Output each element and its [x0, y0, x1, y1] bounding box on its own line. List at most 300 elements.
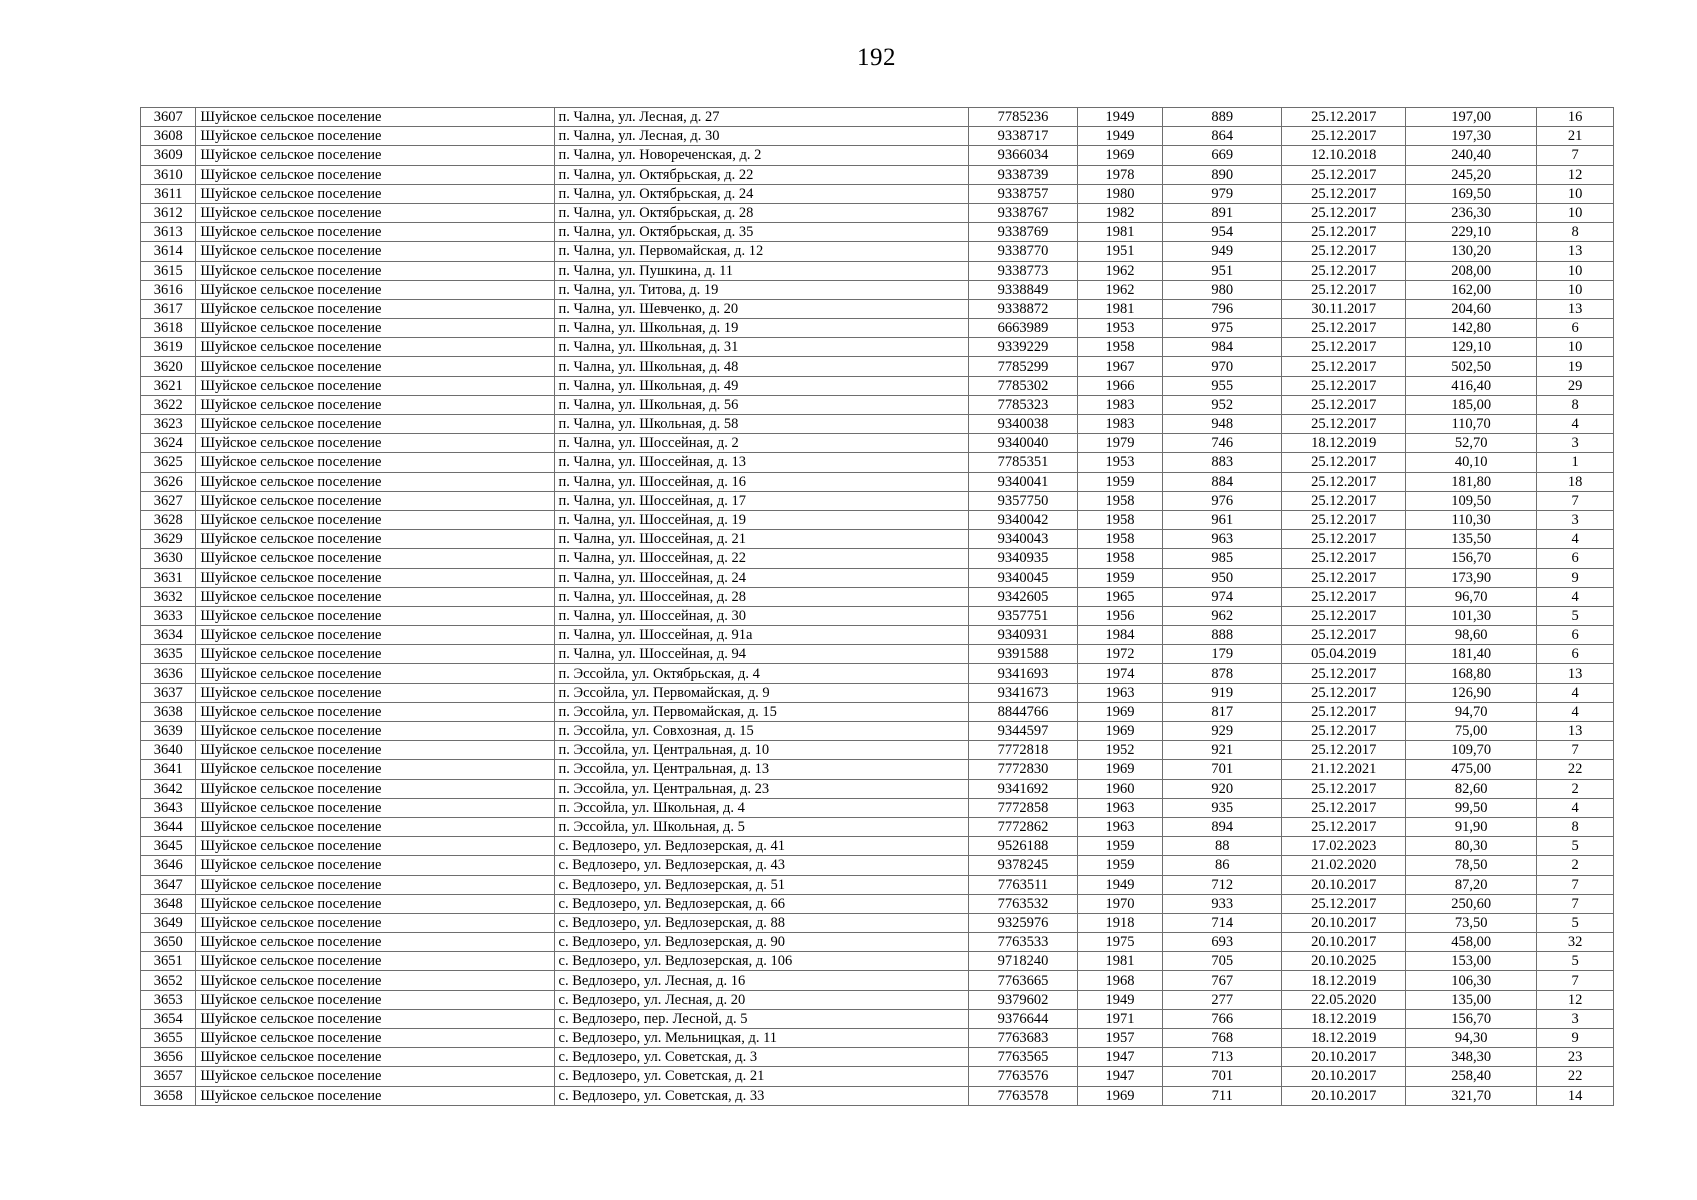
date-cell: 25.12.2017	[1282, 894, 1406, 913]
building-id-cell: 7763511	[969, 875, 1078, 894]
row-number: 3632	[141, 587, 196, 606]
building-id-cell: 9357751	[969, 606, 1078, 625]
row-number: 3658	[141, 1086, 196, 1105]
row-number: 3608	[141, 127, 196, 146]
code-cell: 976	[1163, 491, 1282, 510]
code-cell: 693	[1163, 933, 1282, 952]
building-id-cell: 7785302	[969, 376, 1078, 395]
date-cell: 25.12.2017	[1282, 722, 1406, 741]
area-cell: 250,60	[1406, 894, 1537, 913]
row-number: 3653	[141, 990, 196, 1009]
date-cell: 25.12.2017	[1282, 741, 1406, 760]
count-cell: 32	[1537, 933, 1614, 952]
building-id-cell: 9391588	[969, 645, 1078, 664]
date-cell: 20.10.2017	[1282, 1067, 1406, 1086]
date-cell: 18.12.2019	[1282, 1009, 1406, 1028]
settlement-cell: Шуйское сельское поселение	[196, 299, 554, 318]
building-id-cell: 7763576	[969, 1067, 1078, 1086]
count-cell: 22	[1537, 760, 1614, 779]
address-cell: п. Эссойла, ул. Совхозная, д. 15	[554, 722, 969, 741]
building-id-cell: 7763578	[969, 1086, 1078, 1105]
year-cell: 1956	[1077, 606, 1162, 625]
address-cell: п. Чална, ул. Школьная, д. 19	[554, 319, 969, 338]
building-id-cell: 9379602	[969, 990, 1078, 1009]
table-row	[141, 1048, 1614, 1067]
code-cell: 714	[1163, 913, 1282, 932]
count-cell: 4	[1537, 702, 1614, 721]
row-number: 3633	[141, 606, 196, 625]
settlement-cell: Шуйское сельское поселение	[196, 741, 554, 760]
building-id-cell: 7763565	[969, 1048, 1078, 1067]
area-cell: 78,50	[1406, 856, 1537, 875]
date-cell: 25.12.2017	[1282, 319, 1406, 338]
year-cell: 1969	[1077, 760, 1162, 779]
building-id-cell: 9338872	[969, 299, 1078, 318]
count-cell: 10	[1537, 280, 1614, 299]
address-cell: с. Ведлозеро, ул. Ведлозерская, д. 41	[554, 837, 969, 856]
area-cell: 168,80	[1406, 664, 1537, 683]
table-row	[141, 990, 1614, 1009]
table-row	[141, 261, 1614, 280]
area-cell: 96,70	[1406, 587, 1537, 606]
building-id-cell: 9340042	[969, 510, 1078, 529]
row-number: 3650	[141, 933, 196, 952]
settlement-cell: Шуйское сельское поселение	[196, 875, 554, 894]
count-cell: 12	[1537, 165, 1614, 184]
settlement-cell: Шуйское сельское поселение	[196, 261, 554, 280]
row-number: 3634	[141, 626, 196, 645]
count-cell: 18	[1537, 472, 1614, 491]
settlement-cell: Шуйское сельское поселение	[196, 952, 554, 971]
address-cell: с. Ведлозеро, ул. Ведлозерская, д. 88	[554, 913, 969, 932]
area-cell: 502,50	[1406, 357, 1537, 376]
address-cell: п. Чална, ул. Пушкина, д. 11	[554, 261, 969, 280]
settlement-cell: Шуйское сельское поселение	[196, 779, 554, 798]
table-row	[141, 108, 1614, 127]
date-cell: 25.12.2017	[1282, 587, 1406, 606]
settlement-cell: Шуйское сельское поселение	[196, 338, 554, 357]
row-number: 3644	[141, 817, 196, 836]
area-cell: 321,70	[1406, 1086, 1537, 1105]
settlement-cell: Шуйское сельское поселение	[196, 645, 554, 664]
code-cell: 888	[1163, 626, 1282, 645]
address-cell: п. Чална, ул. Октябрьская, д. 28	[554, 203, 969, 222]
row-number: 3651	[141, 952, 196, 971]
row-number: 3642	[141, 779, 196, 798]
count-cell: 7	[1537, 491, 1614, 510]
code-cell: 713	[1163, 1048, 1282, 1067]
address-cell: п. Эссойла, ул. Школьная, д. 5	[554, 817, 969, 836]
date-cell: 25.12.2017	[1282, 626, 1406, 645]
area-cell: 181,40	[1406, 645, 1537, 664]
row-number: 3652	[141, 971, 196, 990]
row-number: 3614	[141, 242, 196, 261]
settlement-cell: Шуйское сельское поселение	[196, 223, 554, 242]
year-cell: 1957	[1077, 1029, 1162, 1048]
year-cell: 1960	[1077, 779, 1162, 798]
building-id-cell: 9340040	[969, 434, 1078, 453]
row-number: 3631	[141, 568, 196, 587]
count-cell: 22	[1537, 1067, 1614, 1086]
count-cell: 3	[1537, 434, 1614, 453]
address-cell: п. Чална, ул. Шоссейная, д. 94	[554, 645, 969, 664]
address-cell: с. Ведлозеро, пер. Лесной, д. 5	[554, 1009, 969, 1028]
building-id-cell: 7763665	[969, 971, 1078, 990]
count-cell: 8	[1537, 395, 1614, 414]
date-cell: 20.10.2017	[1282, 913, 1406, 932]
count-cell: 23	[1537, 1048, 1614, 1067]
building-id-cell: 7763683	[969, 1029, 1078, 1048]
area-cell: 94,70	[1406, 702, 1537, 721]
table-row	[141, 779, 1614, 798]
area-cell: 99,50	[1406, 798, 1537, 817]
table-row	[141, 510, 1614, 529]
row-number: 3617	[141, 299, 196, 318]
code-cell: 705	[1163, 952, 1282, 971]
settlement-cell: Шуйское сельское поселение	[196, 453, 554, 472]
year-cell: 1949	[1077, 875, 1162, 894]
area-cell: 75,00	[1406, 722, 1537, 741]
settlement-cell: Шуйское сельское поселение	[196, 376, 554, 395]
count-cell: 7	[1537, 146, 1614, 165]
table-row	[141, 203, 1614, 222]
count-cell: 13	[1537, 242, 1614, 261]
area-cell: 197,00	[1406, 108, 1537, 127]
date-cell: 20.10.2017	[1282, 1086, 1406, 1105]
settlement-cell: Шуйское сельское поселение	[196, 203, 554, 222]
address-cell: п. Чална, ул. Шоссейная, д. 22	[554, 549, 969, 568]
address-cell: п. Чална, ул. Школьная, д. 58	[554, 415, 969, 434]
count-cell: 7	[1537, 894, 1614, 913]
code-cell: 746	[1163, 434, 1282, 453]
address-cell: п. Чална, ул. Шоссейная, д. 28	[554, 587, 969, 606]
row-number: 3647	[141, 875, 196, 894]
table-row	[141, 933, 1614, 952]
code-cell: 963	[1163, 530, 1282, 549]
area-cell: 156,70	[1406, 549, 1537, 568]
table-row	[141, 722, 1614, 741]
row-number: 3639	[141, 722, 196, 741]
row-number: 3657	[141, 1067, 196, 1086]
year-cell: 1963	[1077, 817, 1162, 836]
count-cell: 2	[1537, 779, 1614, 798]
code-cell: 952	[1163, 395, 1282, 414]
year-cell: 1958	[1077, 338, 1162, 357]
settlement-cell: Шуйское сельское поселение	[196, 702, 554, 721]
address-cell: с. Ведлозеро, ул. Ведлозерская, д. 43	[554, 856, 969, 875]
address-cell: п. Чална, ул. Шоссейная, д. 2	[554, 434, 969, 453]
row-number: 3646	[141, 856, 196, 875]
table-row	[141, 606, 1614, 625]
row-number: 3611	[141, 184, 196, 203]
building-id-cell: 9340045	[969, 568, 1078, 587]
address-cell: с. Ведлозеро, ул. Советская, д. 3	[554, 1048, 969, 1067]
address-cell: п. Чална, ул. Шоссейная, д. 19	[554, 510, 969, 529]
row-number: 3627	[141, 491, 196, 510]
year-cell: 1962	[1077, 280, 1162, 299]
count-cell: 10	[1537, 184, 1614, 203]
date-cell: 12.10.2018	[1282, 146, 1406, 165]
building-id-cell: 9340935	[969, 549, 1078, 568]
year-cell: 1981	[1077, 952, 1162, 971]
code-cell: 955	[1163, 376, 1282, 395]
address-cell: п. Эссойла, ул. Октябрьская, д. 4	[554, 664, 969, 683]
address-cell: п. Чална, ул. Шевченко, д. 20	[554, 299, 969, 318]
code-cell: 768	[1163, 1029, 1282, 1048]
area-cell: 245,20	[1406, 165, 1537, 184]
settlement-cell: Шуйское сельское поселение	[196, 971, 554, 990]
year-cell: 1978	[1077, 165, 1162, 184]
date-cell: 17.02.2023	[1282, 837, 1406, 856]
building-id-cell: 9325976	[969, 913, 1078, 932]
year-cell: 1959	[1077, 856, 1162, 875]
count-cell: 5	[1537, 952, 1614, 971]
row-number: 3648	[141, 894, 196, 913]
date-cell: 25.12.2017	[1282, 549, 1406, 568]
year-cell: 1984	[1077, 626, 1162, 645]
building-id-cell: 7772862	[969, 817, 1078, 836]
building-id-cell: 7772858	[969, 798, 1078, 817]
area-cell: 80,30	[1406, 837, 1537, 856]
table-row	[141, 376, 1614, 395]
count-cell: 9	[1537, 568, 1614, 587]
row-number: 3640	[141, 741, 196, 760]
address-cell: п. Чална, ул. Лесная, д. 27	[554, 108, 969, 127]
date-cell: 25.12.2017	[1282, 568, 1406, 587]
registry-table	[140, 107, 1614, 1106]
count-cell: 4	[1537, 798, 1614, 817]
settlement-cell: Шуйское сельское поселение	[196, 242, 554, 261]
year-cell: 1959	[1077, 472, 1162, 491]
year-cell: 1974	[1077, 664, 1162, 683]
code-cell: 889	[1163, 108, 1282, 127]
date-cell: 21.02.2020	[1282, 856, 1406, 875]
count-cell: 4	[1537, 683, 1614, 702]
table-row	[141, 1009, 1614, 1028]
code-cell: 891	[1163, 203, 1282, 222]
settlement-cell: Шуйское сельское поселение	[196, 626, 554, 645]
settlement-cell: Шуйское сельское поселение	[196, 395, 554, 414]
code-cell: 711	[1163, 1086, 1282, 1105]
address-cell: п. Эссойла, ул. Первомайская, д. 9	[554, 683, 969, 702]
address-cell: п. Эссойла, ул. Центральная, д. 23	[554, 779, 969, 798]
date-cell: 25.12.2017	[1282, 510, 1406, 529]
building-id-cell: 9338770	[969, 242, 1078, 261]
code-cell: 935	[1163, 798, 1282, 817]
year-cell: 1972	[1077, 645, 1162, 664]
row-number: 3625	[141, 453, 196, 472]
date-cell: 25.12.2017	[1282, 798, 1406, 817]
address-cell: п. Эссойла, ул. Центральная, д. 13	[554, 760, 969, 779]
table-row	[141, 338, 1614, 357]
code-cell: 962	[1163, 606, 1282, 625]
code-cell: 921	[1163, 741, 1282, 760]
area-cell: 87,20	[1406, 875, 1537, 894]
address-cell: п. Чална, ул. Школьная, д. 56	[554, 395, 969, 414]
area-cell: 94,30	[1406, 1029, 1537, 1048]
row-number: 3620	[141, 357, 196, 376]
row-number: 3649	[141, 913, 196, 932]
building-id-cell: 7785236	[969, 108, 1078, 127]
code-cell: 86	[1163, 856, 1282, 875]
code-cell: 929	[1163, 722, 1282, 741]
address-cell: п. Чална, ул. Шоссейная, д. 30	[554, 606, 969, 625]
building-id-cell: 9341673	[969, 683, 1078, 702]
area-cell: 173,90	[1406, 568, 1537, 587]
date-cell: 20.10.2017	[1282, 1048, 1406, 1067]
count-cell: 10	[1537, 261, 1614, 280]
table-row	[141, 568, 1614, 587]
area-cell: 240,40	[1406, 146, 1537, 165]
code-cell: 949	[1163, 242, 1282, 261]
date-cell: 21.12.2021	[1282, 760, 1406, 779]
count-cell: 19	[1537, 357, 1614, 376]
address-cell: с. Ведлозеро, ул. Лесная, д. 16	[554, 971, 969, 990]
building-id-cell: 9366034	[969, 146, 1078, 165]
row-number: 3638	[141, 702, 196, 721]
building-id-cell: 9340931	[969, 626, 1078, 645]
settlement-cell: Шуйское сельское поселение	[196, 798, 554, 817]
count-cell: 10	[1537, 203, 1614, 222]
date-cell: 05.04.2019	[1282, 645, 1406, 664]
code-cell: 701	[1163, 1067, 1282, 1086]
date-cell: 25.12.2017	[1282, 702, 1406, 721]
year-cell: 1963	[1077, 798, 1162, 817]
settlement-cell: Шуйское сельское поселение	[196, 990, 554, 1009]
settlement-cell: Шуйское сельское поселение	[196, 280, 554, 299]
address-cell: с. Ведлозеро, ул. Ведлозерская, д. 51	[554, 875, 969, 894]
area-cell: 106,30	[1406, 971, 1537, 990]
code-cell: 767	[1163, 971, 1282, 990]
area-cell: 98,60	[1406, 626, 1537, 645]
table-row	[141, 453, 1614, 472]
area-cell: 82,60	[1406, 779, 1537, 798]
address-cell: п. Чална, ул. Школьная, д. 31	[554, 338, 969, 357]
settlement-cell: Шуйское сельское поселение	[196, 933, 554, 952]
date-cell: 25.12.2017	[1282, 683, 1406, 702]
settlement-cell: Шуйское сельское поселение	[196, 837, 554, 856]
table-row	[141, 952, 1614, 971]
year-cell: 1981	[1077, 299, 1162, 318]
date-cell: 25.12.2017	[1282, 376, 1406, 395]
date-cell: 25.12.2017	[1282, 280, 1406, 299]
code-cell: 984	[1163, 338, 1282, 357]
date-cell: 25.12.2017	[1282, 108, 1406, 127]
table-row	[141, 223, 1614, 242]
count-cell: 6	[1537, 645, 1614, 664]
count-cell: 7	[1537, 875, 1614, 894]
area-cell: 458,00	[1406, 933, 1537, 952]
table-row	[141, 1067, 1614, 1086]
building-id-cell: 9357750	[969, 491, 1078, 510]
area-cell: 52,70	[1406, 434, 1537, 453]
count-cell: 1	[1537, 453, 1614, 472]
code-cell: 920	[1163, 779, 1282, 798]
table-row	[141, 472, 1614, 491]
table-row	[141, 1029, 1614, 1048]
address-cell: п. Чална, ул. Школьная, д. 49	[554, 376, 969, 395]
address-cell: п. Чална, ул. Октябрьская, д. 24	[554, 184, 969, 203]
count-cell: 9	[1537, 1029, 1614, 1048]
year-cell: 1958	[1077, 491, 1162, 510]
row-number: 3609	[141, 146, 196, 165]
area-cell: 73,50	[1406, 913, 1537, 932]
code-cell: 974	[1163, 587, 1282, 606]
row-number: 3637	[141, 683, 196, 702]
table-row	[141, 165, 1614, 184]
year-cell: 1953	[1077, 319, 1162, 338]
year-cell: 1971	[1077, 1009, 1162, 1028]
date-cell: 18.12.2019	[1282, 971, 1406, 990]
row-number: 3628	[141, 510, 196, 529]
address-cell: с. Ведлозеро, ул. Ведлозерская, д. 90	[554, 933, 969, 952]
table-row	[141, 146, 1614, 165]
building-id-cell: 9338849	[969, 280, 1078, 299]
code-cell: 88	[1163, 837, 1282, 856]
settlement-cell: Шуйское сельское поселение	[196, 434, 554, 453]
year-cell: 1967	[1077, 357, 1162, 376]
table-row	[141, 741, 1614, 760]
building-id-cell: 9338769	[969, 223, 1078, 242]
building-id-cell: 8844766	[969, 702, 1078, 721]
settlement-cell: Шуйское сельское поселение	[196, 1086, 554, 1105]
area-cell: 208,00	[1406, 261, 1537, 280]
row-number: 3616	[141, 280, 196, 299]
area-cell: 130,20	[1406, 242, 1537, 261]
date-cell: 25.12.2017	[1282, 338, 1406, 357]
row-number: 3621	[141, 376, 196, 395]
row-number: 3641	[141, 760, 196, 779]
year-cell: 1982	[1077, 203, 1162, 222]
date-cell: 25.12.2017	[1282, 184, 1406, 203]
row-number: 3656	[141, 1048, 196, 1067]
settlement-cell: Шуйское сельское поселение	[196, 1048, 554, 1067]
year-cell: 1970	[1077, 894, 1162, 913]
settlement-cell: Шуйское сельское поселение	[196, 856, 554, 875]
date-cell: 25.12.2017	[1282, 127, 1406, 146]
code-cell: 817	[1163, 702, 1282, 721]
table-row	[141, 549, 1614, 568]
area-cell: 475,00	[1406, 760, 1537, 779]
table-row	[141, 1086, 1614, 1105]
date-cell: 25.12.2017	[1282, 223, 1406, 242]
area-cell: 40,10	[1406, 453, 1537, 472]
settlement-cell: Шуйское сельское поселение	[196, 1067, 554, 1086]
code-cell: 669	[1163, 146, 1282, 165]
date-cell: 18.12.2019	[1282, 1029, 1406, 1048]
code-cell: 864	[1163, 127, 1282, 146]
address-cell: с. Ведлозеро, ул. Лесная, д. 20	[554, 990, 969, 1009]
settlement-cell: Шуйское сельское поселение	[196, 357, 554, 376]
settlement-cell: Шуйское сельское поселение	[196, 146, 554, 165]
year-cell: 1959	[1077, 837, 1162, 856]
table-row	[141, 645, 1614, 664]
row-number: 3643	[141, 798, 196, 817]
table-row	[141, 798, 1614, 817]
address-cell: п. Чална, ул. Шоссейная, д. 16	[554, 472, 969, 491]
settlement-cell: Шуйское сельское поселение	[196, 491, 554, 510]
table-row	[141, 817, 1614, 836]
row-number: 3618	[141, 319, 196, 338]
settlement-cell: Шуйское сельское поселение	[196, 127, 554, 146]
building-id-cell: 9376644	[969, 1009, 1078, 1028]
building-id-cell: 7763533	[969, 933, 1078, 952]
row-number: 3636	[141, 664, 196, 683]
count-cell: 5	[1537, 606, 1614, 625]
address-cell: с. Ведлозеро, ул. Мельницкая, д. 11	[554, 1029, 969, 1048]
count-cell: 3	[1537, 1009, 1614, 1028]
address-cell: с. Ведлозеро, ул. Советская, д. 21	[554, 1067, 969, 1086]
